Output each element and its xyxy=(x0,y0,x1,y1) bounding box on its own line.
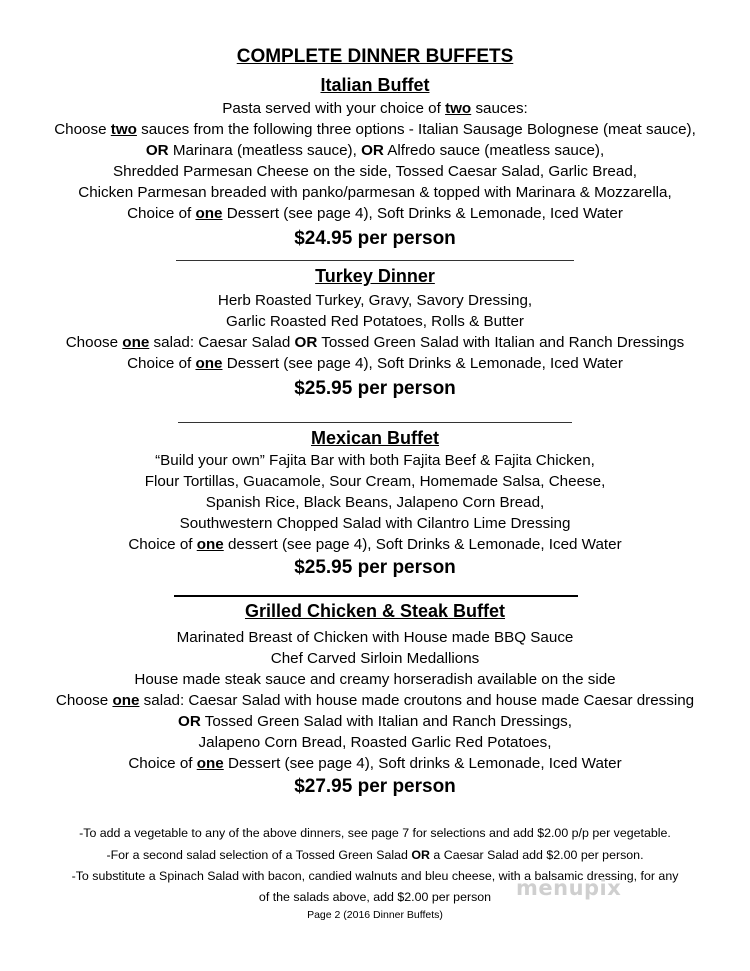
turkey-line-2: Garlic Roasted Red Potatoes, Rolls & Butter xyxy=(226,313,524,330)
section-divider xyxy=(174,595,578,597)
grilled-line-1: Marinated Breast of Chicken with House made BBQ Sauce xyxy=(176,629,574,646)
section-divider xyxy=(178,422,572,423)
grilled-buffet-title: Grilled Chicken & Steak Buffet xyxy=(244,601,506,621)
grilled-line-4: Choose one salad: Caesar Salad with house made croutons and house made Caesar dressing xyxy=(55,692,695,709)
menupix-watermark: menupix xyxy=(516,876,622,900)
mexican-line-1: “Build your own” Fajita Bar with both Fajita Beef & Fajita Chicken, xyxy=(155,452,595,469)
turkey-line-3: Choose one salad: Caesar Salad OR Tossed Green Salad with Italian and Ranch Dressings xyxy=(65,334,685,351)
note-vegetable: -To add a vegetable to any of the above dinners, see page 7 for selections and add $2.00 p/p per vegetable. xyxy=(79,826,671,840)
grilled-line-5: OR Tossed Green Salad with Italian and Ranch Dressings, xyxy=(178,713,572,730)
mexican-price: $25.95 per person xyxy=(294,557,456,578)
italian-line-3: OR Marinara (meatless sauce), OR Alfredo sauce (meatless sauce), xyxy=(145,142,605,159)
italian-line-1: Pasta served with your choice of two sauces: xyxy=(222,100,528,117)
grilled-line-6: Jalapeno Corn Bread, Roasted Garlic Red Potatoes, xyxy=(198,734,552,751)
turkey-dinner-title: Turkey Dinner xyxy=(315,266,435,286)
section-divider xyxy=(176,260,574,261)
grilled-line-7: Choice of one Dessert (see page 4), Soft drinks & Lemonade, Iced Water xyxy=(128,755,622,772)
mexican-line-2: Flour Tortillas, Guacamole, Sour Cream, Homemade Salsa, Cheese, xyxy=(144,473,606,490)
italian-price: $24.95 per person xyxy=(294,228,456,249)
turkey-line-4: Choice of one Dessert (see page 4), Soft Drinks & Lemonade, Iced Water xyxy=(127,355,623,372)
mexican-line-5: Choice of one dessert (see page 4), Soft Drinks & Lemonade, Iced Water xyxy=(128,536,622,553)
grilled-price: $27.95 per person xyxy=(294,776,456,797)
italian-buffet-title: Italian Buffet xyxy=(320,75,430,95)
mexican-line-4: Southwestern Chopped Salad with Cilantro Lime Dressing xyxy=(179,515,571,532)
italian-line-4: Shredded Parmesan Cheese on the side, Tossed Caesar Salad, Garlic Bread, xyxy=(113,163,637,180)
italian-line-2: Choose two sauces from the following three options - Italian Sausage Bolognese (meat sauce), xyxy=(54,121,696,138)
grilled-line-3: House made steak sauce and creamy horseradish available on the side xyxy=(134,671,616,688)
note-spinach-salad: -To substitute a Spinach Salad with bacon, candied walnuts and bleu cheese, with a balsamic dressing, for any xyxy=(71,869,679,883)
note-spinach-salad-cont: of the salads above, add $2.00 per person xyxy=(258,890,492,904)
turkey-line-1: Herb Roasted Turkey, Gravy, Savory Dressing, xyxy=(217,292,533,309)
page-footer: Page 2 (2016 Dinner Buffets) xyxy=(307,909,443,921)
note-second-salad: -For a second salad selection of a Tossed Green Salad OR a Caesar Salad add $2.00 per person. xyxy=(106,848,644,862)
turkey-price: $25.95 per person xyxy=(294,378,456,399)
grilled-line-2: Chef Carved Sirloin Medallions xyxy=(270,650,480,667)
mexican-buffet-title: Mexican Buffet xyxy=(310,428,440,448)
page-title: COMPLETE DINNER BUFFETS xyxy=(236,46,514,67)
mexican-line-3: Spanish Rice, Black Beans, Jalapeno Corn Bread, xyxy=(205,494,545,511)
italian-line-5: Chicken Parmesan breaded with panko/parmesan & topped with Marinara & Mozzarella, xyxy=(78,184,672,201)
italian-line-6: Choice of one Dessert (see page 4), Soft Drinks & Lemonade, Iced Water xyxy=(127,205,623,222)
